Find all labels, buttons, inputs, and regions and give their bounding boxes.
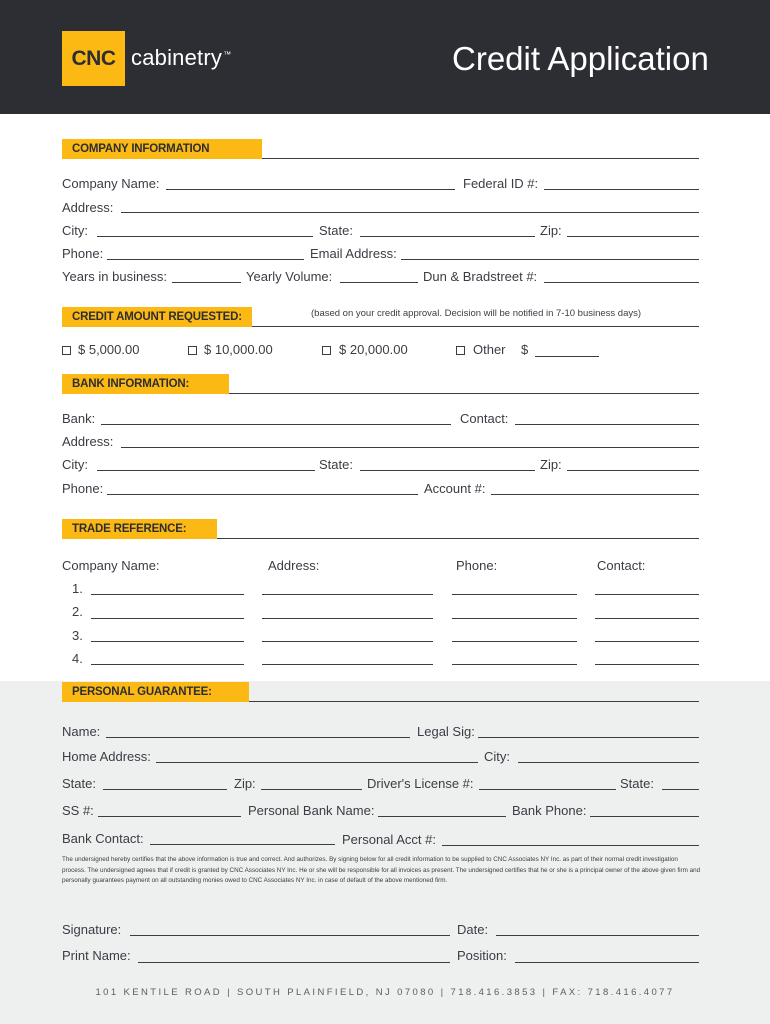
bank-address-field[interactable] [121, 447, 699, 448]
bank-contact-field[interactable] [515, 424, 699, 425]
logo-wordmark [131, 45, 231, 71]
years-in-business-label: Years in business: [62, 269, 168, 284]
company-phone-label: Phone: [62, 246, 104, 261]
guarantor-zip-field[interactable] [261, 789, 362, 790]
signature-field[interactable] [130, 935, 450, 936]
trade-1-company-field[interactable] [91, 594, 244, 595]
section-bank-information: BANK INFORMATION: [62, 374, 229, 394]
company-state-field[interactable] [360, 236, 535, 237]
trade-1-contact-field[interactable] [595, 594, 699, 595]
trade-3-phone-field[interactable] [452, 641, 577, 642]
company-zip-field[interactable] [567, 236, 699, 237]
bank-contact-label: Bank Contact: [62, 831, 144, 846]
trade-4-address-field[interactable] [262, 664, 433, 665]
trade-row-number: 2. [72, 604, 83, 619]
bank-contact-label: Contact: [460, 411, 509, 426]
logo-mark-text: CNC [71, 46, 116, 70]
trade-row-number: 3. [72, 628, 83, 643]
license-state-field[interactable] [662, 789, 699, 790]
yearly-volume-label: Yearly Volume: [246, 269, 333, 284]
federal-id-field[interactable] [544, 189, 699, 190]
trade-2-phone-field[interactable] [452, 618, 577, 619]
bank-account-field[interactable] [491, 494, 699, 495]
bank-contact-field[interactable] [150, 844, 335, 845]
print-name-label: Print Name: [62, 948, 131, 963]
credit-5000-label: $ 5,000.00 [78, 342, 140, 357]
guarantor-state-label: State: [62, 776, 96, 791]
bank-state-label: State: [319, 457, 353, 472]
ssn-field[interactable] [98, 816, 241, 817]
company-email-label: Email Address: [310, 246, 397, 261]
company-email-field[interactable] [401, 259, 699, 260]
trademark-symbol: ™ [223, 49, 232, 59]
guarantor-name-field[interactable] [106, 737, 410, 738]
guarantor-state-field[interactable] [103, 789, 227, 790]
logo-word-text: cabinetry [131, 45, 223, 70]
section-personal-guarantee: PERSONAL GUARANTEE: [62, 682, 249, 702]
trade-2-company-field[interactable] [91, 618, 244, 619]
credit-other-label: Other [473, 342, 506, 357]
trade-3-address-field[interactable] [262, 641, 433, 642]
bank-name-label: Bank: [62, 411, 96, 426]
bank-zip-field[interactable] [567, 470, 699, 471]
legal-sig-field[interactable] [478, 737, 699, 738]
drivers-license-label: Driver's License #: [367, 776, 474, 791]
credit-other-amount-field[interactable] [535, 356, 599, 357]
section-trade-reference: TRADE REFERENCE: [62, 519, 217, 539]
guarantor-zip-label: Zip: [234, 776, 256, 791]
credit-20000-label: $ 20,000.00 [339, 342, 408, 357]
credit-5000-checkbox[interactable] [62, 346, 71, 355]
dun-bradstreet-field[interactable] [544, 282, 699, 283]
dun-bradstreet-label: Dun & Bradstreet #: [423, 269, 538, 284]
ssn-label: SS #: [62, 803, 94, 818]
page-header [0, 0, 770, 114]
years-in-business-field[interactable] [172, 282, 241, 283]
personal-acct-field[interactable] [442, 845, 699, 846]
guarantor-city-field[interactable] [518, 762, 699, 763]
footer-address: 101 KENTILE ROAD | SOUTH PLAINFIELD, NJ 07080 | 718.416.3853 | FAX: 718.416.4077 [95, 987, 675, 998]
trade-header-address: Address: [268, 558, 320, 573]
credit-10000-label: $ 10,000.00 [204, 342, 273, 357]
company-city-field[interactable] [97, 236, 313, 237]
bank-account-label: Account #: [424, 481, 486, 496]
trade-3-company-field[interactable] [91, 641, 244, 642]
guarantee-legal-text: The undersigned hereby certifies that the above information is true and correct. And authorizes. By signing below for all credit information to be supplied to CNC Associates NY Inc. as part of their normal credit investigation process. The undersigned agrees that if credit is granted by CNC Associates NY Inc. He or she will be responsible for all invoices as present. The undersigned certifies that he or she is a principal owner of the above given firm and personally guarantees payment on all outstanding monies owed to CNC Associates NY Inc. in case of default of the above mentioned firm. [62, 856, 701, 884]
personal-bank-name-label: Personal Bank Name: [248, 803, 375, 818]
trade-1-phone-field[interactable] [452, 594, 577, 595]
section-rule [252, 326, 699, 327]
federal-id-label: Federal ID #: [463, 176, 539, 191]
company-name-field[interactable] [166, 189, 455, 190]
company-state-label: State: [319, 223, 353, 238]
bank-state-field[interactable] [360, 470, 535, 471]
credit-decision-note: (based on your credit approval. Decision will be notified in 7-10 business days) [311, 308, 642, 319]
section-company-information: COMPANY INFORMATION [62, 139, 262, 159]
trade-2-address-field[interactable] [262, 618, 433, 619]
license-state-label: State: [620, 776, 654, 791]
personal-acct-label: Personal Acct #: [342, 832, 436, 847]
home-address-label: Home Address: [62, 749, 151, 764]
date-field[interactable] [496, 935, 699, 936]
credit-10000-checkbox[interactable] [188, 346, 197, 355]
company-zip-label: Zip: [540, 223, 562, 238]
company-address-field[interactable] [121, 212, 699, 213]
cnc-logo-mark [62, 31, 125, 86]
home-address-field[interactable] [156, 762, 478, 763]
company-city-label: City: [62, 223, 88, 238]
bank-name-field[interactable] [101, 424, 451, 425]
position-label: Position: [457, 948, 507, 963]
bank-city-label: City: [62, 457, 88, 472]
date-label: Date: [457, 922, 489, 937]
yearly-volume-field[interactable] [340, 282, 418, 283]
trade-row-number: 1. [72, 581, 83, 596]
trade-header-company: Company Name: [62, 558, 160, 573]
company-name-label: Company Name: [62, 176, 160, 191]
section-rule [217, 538, 699, 539]
legal-sig-label: Legal Sig: [417, 724, 475, 739]
bank-zip-label: Zip: [540, 457, 562, 472]
trade-row-number: 4. [72, 651, 83, 666]
section-rule [249, 701, 699, 702]
print-name-field[interactable] [138, 962, 450, 963]
section-credit-amount: CREDIT AMOUNT REQUESTED: [62, 307, 252, 327]
trade-1-address-field[interactable] [262, 594, 433, 595]
bank-phone-label: Bank Phone: [512, 803, 587, 818]
bank-phone-label: Phone: [62, 481, 104, 496]
trade-2-contact-field[interactable] [595, 618, 699, 619]
section-rule [262, 158, 699, 159]
guarantor-city-label: City: [484, 749, 510, 764]
guarantee-section-background [0, 681, 770, 1024]
credit-other-currency: $ [521, 342, 529, 357]
credit-other-checkbox[interactable] [456, 346, 465, 355]
trade-header-phone: Phone: [456, 558, 498, 573]
trade-header-contact: Contact: [597, 558, 646, 573]
bank-address-label: Address: [62, 434, 114, 449]
trade-4-company-field[interactable] [91, 664, 244, 665]
trade-4-contact-field[interactable] [595, 664, 699, 665]
company-phone-field[interactable] [107, 259, 304, 260]
trade-3-contact-field[interactable] [595, 641, 699, 642]
guarantor-name-label: Name: [62, 724, 101, 739]
section-rule [229, 393, 699, 394]
company-address-label: Address: [62, 200, 114, 215]
personal-bank-name-field[interactable] [378, 816, 506, 817]
page-title: Credit Application [452, 40, 709, 77]
credit-20000-checkbox[interactable] [322, 346, 331, 355]
bank-city-field[interactable] [97, 470, 315, 471]
trade-4-phone-field[interactable] [452, 664, 577, 665]
bank-phone-field[interactable] [590, 816, 699, 817]
bank-phone-field[interactable] [107, 494, 418, 495]
position-field[interactable] [515, 962, 699, 963]
signature-label: Signature: [62, 922, 122, 937]
drivers-license-field[interactable] [479, 789, 616, 790]
